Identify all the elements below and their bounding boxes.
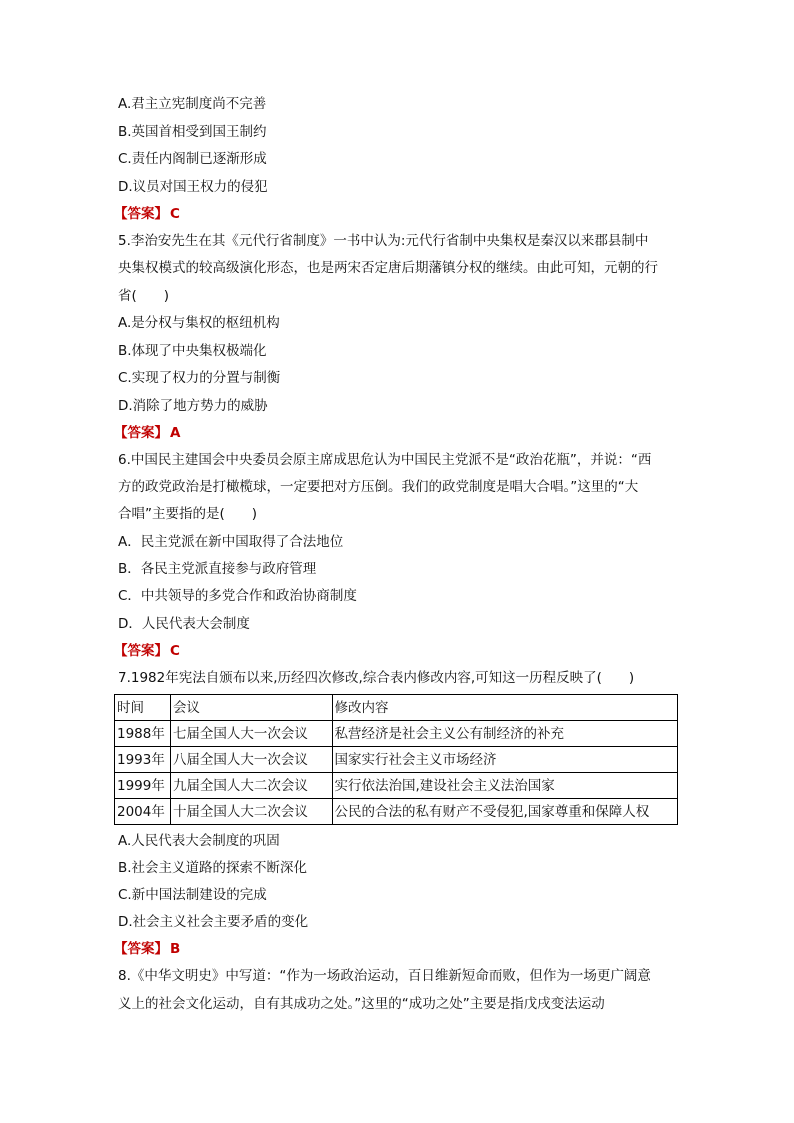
q5-option-c: C.实现了权力的分置与制衡 [118,370,281,386]
q4-answer [114,204,674,224]
table-row [115,799,678,825]
q6-option-c: C．中共领导的多党合作和政治协商制度 [118,588,357,604]
table-row [115,747,678,773]
q6-option-b: B．各民主党派直接参与政府管理 [118,561,317,577]
answer-value: C [170,643,180,659]
q4-option-a: A.君主立宪制度尚不完善 [118,96,267,112]
q6-option-a: A．民主党派在新中国取得了合法地位 [118,534,344,550]
q4-option-c: C.责任内阁制已逐渐形成 [118,151,267,167]
table-cell-content: 公民的合法的私有财产不受侵犯,国家尊重和保障人权 [332,799,678,825]
answer-value: C [170,206,180,222]
q7-answer [114,939,674,959]
q5-option-b: B.体现了中央集权极端化 [118,343,267,359]
q7-option-a: A.人民代表大会制度的巩固 [118,833,280,849]
answer-value: A [170,425,181,441]
answer-tag: 【答案】 [114,941,168,957]
q6-option-d: D．人民代表大会制度 [118,616,250,632]
table-cell-meeting: 七届全国人大一次会议 [170,721,332,747]
answer-value: B [170,941,181,957]
q6-answer [114,641,674,661]
table-row [115,721,678,747]
table-cell-year: 1993年 [115,747,171,773]
table-cell-content: 国家实行社会主义市场经济 [332,747,678,773]
q8-stem-line-2: 义上的社会文化运动，自有其成功之处。”这里的“成功之处”主要是指戊戌变法运动 [118,996,605,1012]
answer-tag: 【答案】 [114,206,168,222]
constitution-amendment-table [114,694,678,825]
table-cell-year: 2004年 [115,799,171,825]
q6-stem-line-3: 合唱”主要指的是( ) [118,506,258,522]
table-cell-meeting: 十届全国人大二次会议 [170,799,332,825]
q8-stem-line-1: 8.《中华文明史》中写道：“作为一场政治运动，百日维新短命而败，但作为一场更广阔意 [118,968,651,984]
table-cell-year: 1988年 [115,721,171,747]
table-cell-meeting: 八届全国人大一次会议 [170,747,332,773]
q5-option-d: D.消除了地方势力的威胁 [118,398,268,414]
q4-option-b: B.英国首相受到国王制约 [118,124,267,140]
answer-tag: 【答案】 [114,643,168,659]
q7-option-b: B.社会主义道路的探索不断深化 [118,860,308,876]
q6-stem-line-1: 6.中国民主建国会中央委员会原主席成思危认为中国民主党派不是“政治花瓶”，并说：“西 [118,452,652,468]
q7-option-d: D.社会主义社会主要矛盾的变化 [118,914,309,930]
table-cell-content: 私营经济是社会主义公有制经济的补充 [332,721,678,747]
table-row [115,773,678,799]
q5-answer [114,423,674,443]
table-header-row [115,695,678,721]
q5-stem-line-3: 省( ) [118,288,170,304]
q7-stem: 7.1982年宪法自颁布以来,历经四次修改,综合表内修改内容,可知这一历程反映了( ) [118,670,635,686]
table-cell-content: 实行依法治国,建设社会主义法治国家 [332,773,678,799]
table-cell-year: 1999年 [115,773,171,799]
table-cell-meeting: 九届全国人大二次会议 [170,773,332,799]
table-header-cell: 修改内容 [332,695,678,721]
q6-stem-line-2: 方的政党政治是打橄榄球，一定要把对方压倒。我们的政党制度是唱大合唱。”这里的“大 [118,479,639,495]
q5-stem-line-1: 5.李治安先生在其《元代行省制度》一书中认为:元代行省制中央集权是秦汉以来郡县制中 [118,233,649,249]
q5-option-a: A.是分权与集权的枢纽机构 [118,315,280,331]
table-header-cell: 时间 [115,695,171,721]
q5-stem-line-2: 央集权模式的较高级演化形态，也是两宋否定唐后期藩镇分权的继续。由此可知，元朝的行 [118,260,658,276]
answer-tag: 【答案】 [114,425,168,441]
table-header-cell: 会议 [170,695,332,721]
q7-option-c: C.新中国法制建设的完成 [118,887,267,903]
q4-option-d: D.议员对国王权力的侵犯 [118,179,268,195]
